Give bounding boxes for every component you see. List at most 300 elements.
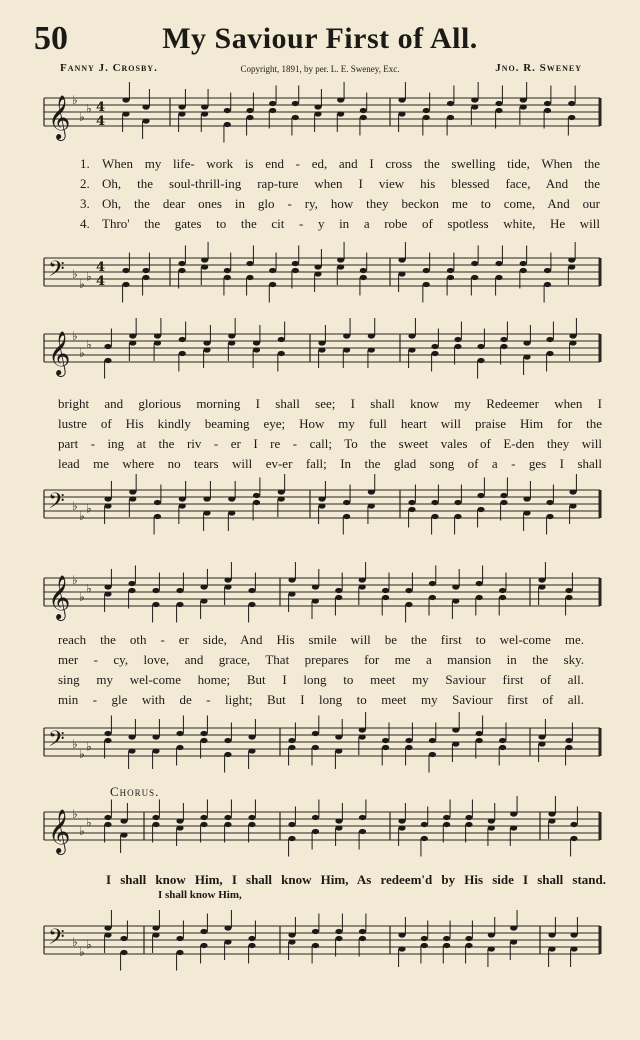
note-head	[359, 727, 366, 732]
lyric-line: lustre of His kindly beaming eye; How my full heart will praise Him for the	[58, 416, 602, 431]
note-head	[122, 282, 129, 287]
note-head	[154, 514, 161, 519]
note-head	[359, 829, 366, 834]
note-head	[568, 115, 575, 120]
note-head	[288, 932, 295, 937]
note-head	[523, 354, 530, 359]
note-head	[499, 745, 506, 750]
note-head	[288, 836, 295, 841]
lyric-line: part - ing at the riv - er I re - call; To the sweet vales of E-den they will	[58, 436, 602, 451]
note-head	[278, 489, 285, 494]
flat-sign-icon: ♭	[79, 747, 85, 761]
note-head	[343, 500, 350, 505]
note-head	[128, 748, 135, 753]
note-head	[398, 825, 405, 830]
treble-clef-icon: 𝄞	[48, 331, 71, 375]
note-head	[405, 602, 412, 607]
note-head	[548, 818, 555, 823]
note-head	[104, 358, 111, 363]
note-head	[104, 496, 111, 501]
note-head	[495, 108, 502, 113]
note-head	[477, 344, 484, 349]
note-head	[288, 745, 295, 750]
lyric-line: sing my wel-come home; But I long to meet my Saviour first of all.	[58, 672, 584, 687]
note-head	[476, 595, 483, 600]
flat-sign-icon: ♭	[86, 501, 92, 516]
note-head	[129, 496, 136, 501]
note-head	[499, 595, 506, 600]
note-head	[447, 268, 454, 273]
note-head	[398, 257, 405, 262]
note-head	[248, 822, 255, 827]
note-head	[544, 101, 551, 106]
note-head	[431, 500, 438, 505]
note-head	[318, 340, 325, 345]
note-head	[546, 351, 553, 356]
note-head	[176, 588, 183, 593]
note-head	[176, 602, 183, 607]
note-head	[429, 581, 436, 586]
note-head	[569, 333, 576, 338]
note-head	[368, 489, 375, 494]
note-head	[142, 275, 149, 280]
note-head	[408, 507, 415, 512]
note-head	[408, 333, 415, 338]
note-head	[335, 748, 342, 753]
note-head	[201, 104, 208, 109]
note-head	[104, 731, 111, 736]
note-head	[569, 489, 576, 494]
note-head	[246, 261, 253, 266]
note-head	[337, 111, 344, 116]
note-head	[178, 268, 185, 273]
bass-staff-system-1	[40, 246, 604, 306]
note-head	[360, 275, 367, 280]
note-head	[359, 734, 366, 739]
lyric-line: 2. Oh, the soul-thrill-ing rap-ture when I view his blessed face, And the	[80, 176, 600, 191]
note-head	[546, 514, 553, 519]
note-head	[421, 822, 428, 827]
note-head	[548, 811, 555, 816]
note-head	[570, 822, 577, 827]
note-head	[224, 925, 231, 930]
note-head	[335, 936, 342, 941]
note-head	[454, 337, 461, 342]
note-head	[176, 818, 183, 823]
copyright-notice: Copyright, 1891, by per. L. E. Sweney, Exc.	[240, 64, 400, 74]
note-head	[200, 822, 207, 827]
note-head	[538, 741, 545, 746]
note-head	[423, 108, 430, 113]
note-head	[423, 282, 430, 287]
note-head	[569, 340, 576, 345]
flat-sign-icon: ♭	[72, 93, 78, 107]
note-head	[520, 97, 527, 102]
note-head	[224, 577, 231, 582]
note-head	[288, 591, 295, 596]
note-head	[152, 925, 159, 930]
note-head	[520, 261, 527, 266]
note-head	[476, 738, 483, 743]
note-head	[337, 264, 344, 269]
note-head	[179, 351, 186, 356]
note-head	[398, 932, 405, 937]
note-head	[454, 514, 461, 519]
note-head	[120, 950, 127, 955]
flat-sign-icon: ♭	[79, 824, 85, 838]
note-head	[405, 745, 412, 750]
note-head	[443, 943, 450, 948]
note-head	[179, 496, 186, 501]
note-head	[359, 584, 366, 589]
note-head	[452, 741, 459, 746]
note-head	[312, 943, 319, 948]
note-head	[253, 493, 260, 498]
note-head	[288, 738, 295, 743]
note-head	[128, 581, 135, 586]
note-head	[179, 337, 186, 342]
note-head	[343, 333, 350, 338]
note-head	[278, 496, 285, 501]
composer-credit: Jno. R. Sweney	[495, 62, 582, 74]
note-head	[421, 936, 428, 941]
note-head	[335, 818, 342, 823]
lyric-line: mer - cy, love, and grace, That prepares for me a mansion in the sky.	[58, 652, 584, 667]
note-head	[443, 936, 450, 941]
note-head	[312, 584, 319, 589]
note-head	[292, 115, 299, 120]
note-head	[548, 946, 555, 951]
note-head	[476, 731, 483, 736]
note-head	[228, 333, 235, 338]
note-head	[200, 943, 207, 948]
note-head	[471, 261, 478, 266]
note-head	[228, 340, 235, 345]
flat-sign-icon: ♭	[86, 739, 92, 754]
note-head	[500, 344, 507, 349]
note-head	[359, 577, 366, 582]
note-head	[443, 815, 450, 820]
note-head	[129, 489, 136, 494]
note-head	[292, 101, 299, 106]
treble-staff-system-3	[40, 566, 604, 626]
note-head	[431, 514, 438, 519]
note-head	[129, 333, 136, 338]
flat-sign-icon: ♭	[79, 277, 85, 291]
note-head	[246, 115, 253, 120]
bass-clef-icon: 𝄢	[48, 489, 65, 519]
bass-staff-system-2	[40, 478, 604, 538]
note-head	[104, 584, 111, 589]
note-head	[408, 500, 415, 505]
note-head	[104, 932, 111, 937]
flat-sign-icon: ♭	[86, 581, 92, 596]
note-head	[335, 595, 342, 600]
note-head	[447, 115, 454, 120]
note-head	[152, 932, 159, 937]
time-signature-bottom: 4	[96, 274, 106, 289]
note-head	[523, 510, 530, 515]
lyric-line: lead me where no tears will ev-er fall; In the glad song of a - ges I shall	[58, 456, 602, 471]
note-head	[104, 591, 111, 596]
note-head	[538, 584, 545, 589]
flat-sign-icon: ♭	[79, 509, 85, 523]
note-head	[179, 503, 186, 508]
note-head	[495, 275, 502, 280]
note-head	[178, 104, 185, 109]
note-head	[523, 496, 530, 501]
note-head	[335, 929, 342, 934]
chorus-lyrics: I shall know Him, I shall know Him, As redeem'd by His side I shall stand.	[106, 872, 606, 887]
note-head	[452, 584, 459, 589]
note-head	[510, 825, 517, 830]
note-head	[288, 939, 295, 944]
note-head	[104, 925, 111, 930]
note-head	[510, 811, 517, 816]
note-head	[318, 503, 325, 508]
flat-sign-icon: ♭	[72, 935, 78, 949]
note-head	[201, 111, 208, 116]
note-head	[176, 936, 183, 941]
note-head	[201, 264, 208, 269]
note-head	[248, 734, 255, 739]
note-head	[499, 738, 506, 743]
bass-clef-icon: 𝄢	[48, 257, 65, 287]
treble-clef-icon: 𝄞	[48, 575, 71, 619]
note-head	[312, 598, 319, 603]
flat-sign-icon: ♭	[72, 573, 78, 587]
note-head	[382, 588, 389, 593]
note-head	[465, 822, 472, 827]
flat-sign-icon: ♭	[79, 590, 85, 604]
note-head	[104, 344, 111, 349]
note-head	[471, 104, 478, 109]
note-head	[292, 268, 299, 273]
note-head	[253, 500, 260, 505]
note-head	[176, 950, 183, 955]
note-head	[224, 268, 231, 273]
note-head	[337, 97, 344, 102]
note-head	[128, 588, 135, 593]
note-head	[176, 731, 183, 736]
note-head	[360, 268, 367, 273]
note-head	[154, 340, 161, 345]
bass-clef-icon: 𝄢	[48, 727, 65, 757]
note-head	[314, 264, 321, 269]
note-head	[253, 340, 260, 345]
note-head	[546, 337, 553, 342]
flat-sign-icon: ♭	[72, 807, 78, 821]
note-head	[568, 264, 575, 269]
treble-clef-icon: 𝄞	[48, 809, 71, 853]
note-head	[382, 738, 389, 743]
note-head	[203, 496, 210, 501]
note-head	[565, 588, 572, 593]
note-head	[368, 333, 375, 338]
note-head	[152, 602, 159, 607]
note-head	[318, 496, 325, 501]
note-head	[382, 595, 389, 600]
note-head	[246, 275, 253, 280]
note-head	[447, 275, 454, 280]
note-head	[565, 745, 572, 750]
treble-staff-system-1	[40, 86, 604, 146]
note-head	[312, 815, 319, 820]
note-head	[248, 936, 255, 941]
note-head	[405, 588, 412, 593]
note-head	[224, 738, 231, 743]
note-head	[200, 929, 207, 934]
note-head	[142, 104, 149, 109]
note-head	[368, 503, 375, 508]
note-head	[178, 111, 185, 116]
note-head	[405, 738, 412, 743]
flat-sign-icon: ♭	[79, 346, 85, 360]
flat-sign-icon: ♭	[72, 737, 78, 751]
note-head	[142, 118, 149, 123]
lyric-line: 3. Oh, the dear ones in glo - ry, how they beckon me to come, And our	[80, 196, 600, 211]
note-head	[408, 347, 415, 352]
note-head	[546, 500, 553, 505]
note-head	[104, 738, 111, 743]
note-head	[398, 97, 405, 102]
note-head	[335, 825, 342, 830]
note-head	[465, 943, 472, 948]
note-head	[122, 97, 129, 102]
verse-lyrics-system-2	[58, 394, 602, 474]
note-head	[477, 358, 484, 363]
note-head	[423, 268, 430, 273]
flat-sign-icon: ♭	[86, 101, 92, 116]
note-head	[288, 577, 295, 582]
note-head	[152, 815, 159, 820]
note-head	[500, 500, 507, 505]
note-head	[224, 275, 231, 280]
note-head	[224, 939, 231, 944]
note-head	[454, 344, 461, 349]
note-head	[224, 815, 231, 820]
note-head	[248, 588, 255, 593]
note-head	[335, 734, 342, 739]
note-head	[288, 822, 295, 827]
note-head	[203, 347, 210, 352]
note-head	[477, 507, 484, 512]
note-head	[200, 584, 207, 589]
flat-sign-icon: ♭	[86, 269, 92, 284]
note-head	[431, 344, 438, 349]
note-head	[447, 101, 454, 106]
note-head	[565, 738, 572, 743]
note-head	[312, 745, 319, 750]
note-head	[335, 588, 342, 593]
note-head	[154, 333, 161, 338]
note-head	[510, 939, 517, 944]
note-head	[500, 337, 507, 342]
note-head	[452, 598, 459, 603]
note-head	[269, 108, 276, 113]
note-head	[382, 745, 389, 750]
note-head	[200, 738, 207, 743]
note-head	[476, 581, 483, 586]
note-head	[454, 500, 461, 505]
note-head	[544, 268, 551, 273]
verse-lyrics-system-1	[80, 154, 600, 234]
flat-sign-icon: ♭	[86, 337, 92, 352]
note-head	[465, 815, 472, 820]
time-signature-top: 4	[96, 260, 106, 275]
note-head	[429, 752, 436, 757]
note-head	[128, 734, 135, 739]
note-head	[224, 108, 231, 113]
note-head	[398, 111, 405, 116]
note-head	[120, 818, 127, 823]
note-head	[488, 932, 495, 937]
note-head	[224, 122, 231, 127]
note-head	[224, 752, 231, 757]
note-head	[154, 500, 161, 505]
verse-lyrics-system-3	[58, 630, 584, 710]
time-signature-top: 4	[96, 100, 106, 115]
hymn-number: 50	[34, 20, 68, 57]
note-head	[312, 829, 319, 834]
note-head	[122, 111, 129, 116]
flat-sign-icon: ♭	[72, 329, 78, 343]
treble-staff-system-2	[40, 322, 604, 382]
note-head	[343, 514, 350, 519]
note-head	[278, 337, 285, 342]
note-head	[538, 734, 545, 739]
lyric-line: bright and glorious morning I shall see; I shall know my Redeemer when I	[58, 396, 602, 411]
note-head	[200, 731, 207, 736]
note-head	[452, 727, 459, 732]
note-head	[122, 268, 129, 273]
note-head	[312, 929, 319, 934]
note-head	[544, 108, 551, 113]
note-head	[314, 104, 321, 109]
note-head	[359, 936, 366, 941]
lyric-line: reach the oth - er side, And His smile will be the first to wel-come me.	[58, 632, 584, 647]
note-head	[471, 97, 478, 102]
note-head	[203, 510, 210, 515]
note-head	[488, 818, 495, 823]
note-head	[200, 815, 207, 820]
note-head	[248, 943, 255, 948]
flat-sign-icon: ♭	[79, 110, 85, 124]
note-head	[570, 836, 577, 841]
note-head	[569, 503, 576, 508]
note-head	[253, 347, 260, 352]
note-head	[465, 936, 472, 941]
note-head	[359, 929, 366, 934]
note-head	[104, 822, 111, 827]
time-signature-bottom: 4	[96, 114, 106, 129]
note-head	[488, 946, 495, 951]
note-head	[398, 946, 405, 951]
note-head	[248, 748, 255, 753]
note-head	[152, 588, 159, 593]
note-head	[429, 738, 436, 743]
note-head	[429, 595, 436, 600]
note-head	[278, 351, 285, 356]
note-head	[431, 351, 438, 356]
note-head	[269, 268, 276, 273]
note-head	[421, 836, 428, 841]
note-head	[269, 101, 276, 106]
note-head	[499, 588, 506, 593]
note-head	[248, 815, 255, 820]
note-head	[152, 748, 159, 753]
note-head	[495, 101, 502, 106]
